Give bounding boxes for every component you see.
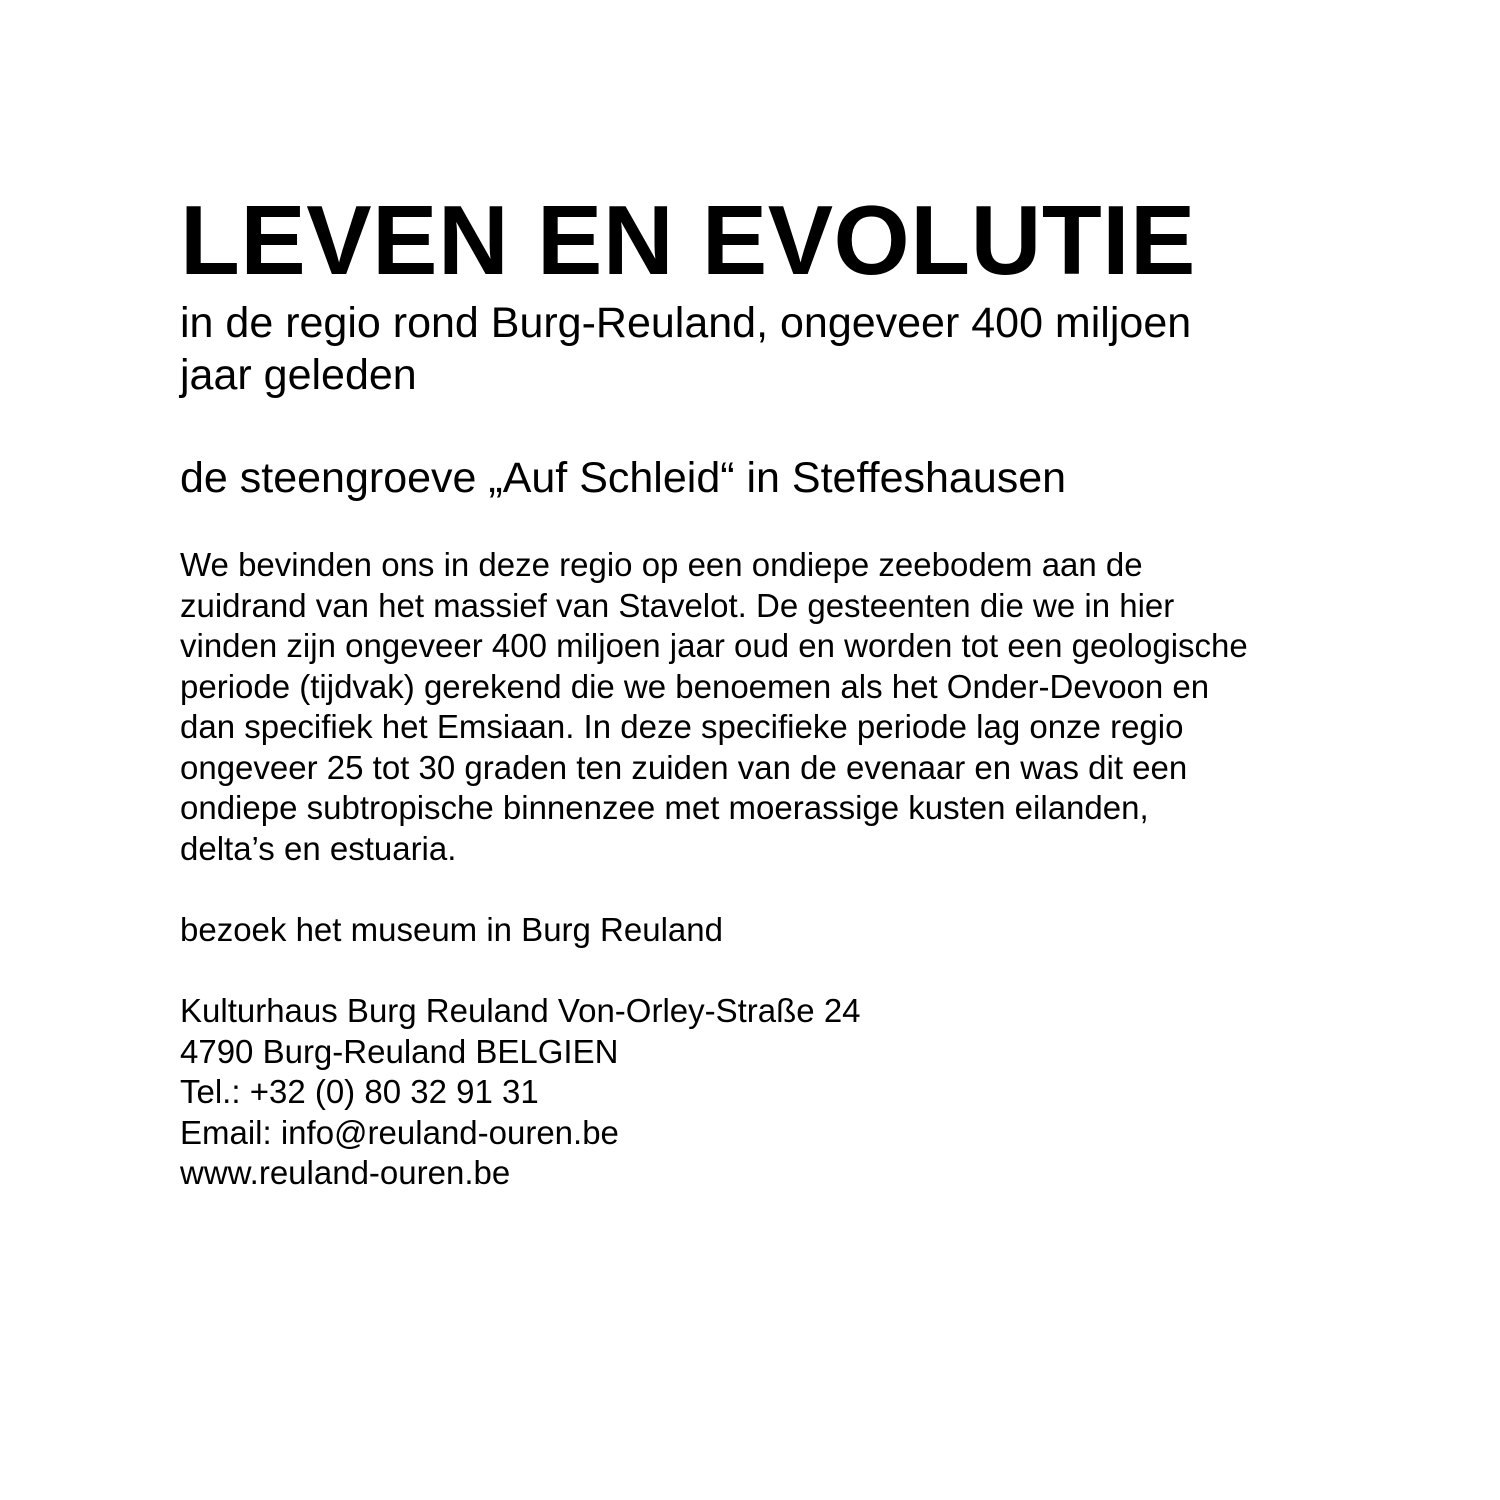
subtitle-line: in de regio rond Burg-Reuland, ongeveer 400 miljoen xyxy=(180,299,1192,347)
museum-address xyxy=(180,991,861,1194)
body-line: periode (tijdvak) gerekend die we benoemen als het Onder-Devoon en xyxy=(180,667,1210,705)
body-line: delta’s en estuaria. xyxy=(180,829,457,867)
visit-museum-text: bezoek het museum in Burg Reuland xyxy=(180,911,723,948)
body-line: zuidrand van het massief van Stavelot. De gesteenten die we in hier xyxy=(180,586,1175,624)
document-title: LEVEN EN EVOLUTIE xyxy=(180,185,1196,295)
address-website: www.reuland-ouren.be xyxy=(180,1154,511,1191)
body-line: ondiepe subtropische binnenzee met moerassige kusten eilanden, xyxy=(180,789,1149,826)
address-street: Kulturhaus Burg Reuland Von-Orley-Straße 24 xyxy=(180,992,861,1029)
body-line: We bevinden ons in deze regio op een ondiepe zeebodem aan de xyxy=(180,546,1143,583)
subtitle-line: jaar geleden xyxy=(180,351,417,399)
address-email: Email: info@reuland-ouren.be xyxy=(180,1113,619,1151)
address-city: 4790 Burg-Reuland BELGIEN xyxy=(180,1032,619,1070)
body-line: dan specifiek het Emsiaan. In deze specifieke periode lag onze regio xyxy=(180,708,1184,745)
body-paragraph xyxy=(180,545,1350,869)
address-phone: Tel.: +32 (0) 80 32 91 31 xyxy=(180,1073,539,1110)
site-heading: de steengroeve „Auf Schleid“ in Steffeshausen xyxy=(180,454,1067,502)
body-line: ongeveer 25 tot 30 graden ten zuiden van de evenaar en was dit een xyxy=(180,748,1188,786)
body-line: vinden zijn ongeveer 400 miljoen jaar oud en worden tot een geologische xyxy=(180,627,1248,664)
document-subtitle xyxy=(180,297,1330,401)
